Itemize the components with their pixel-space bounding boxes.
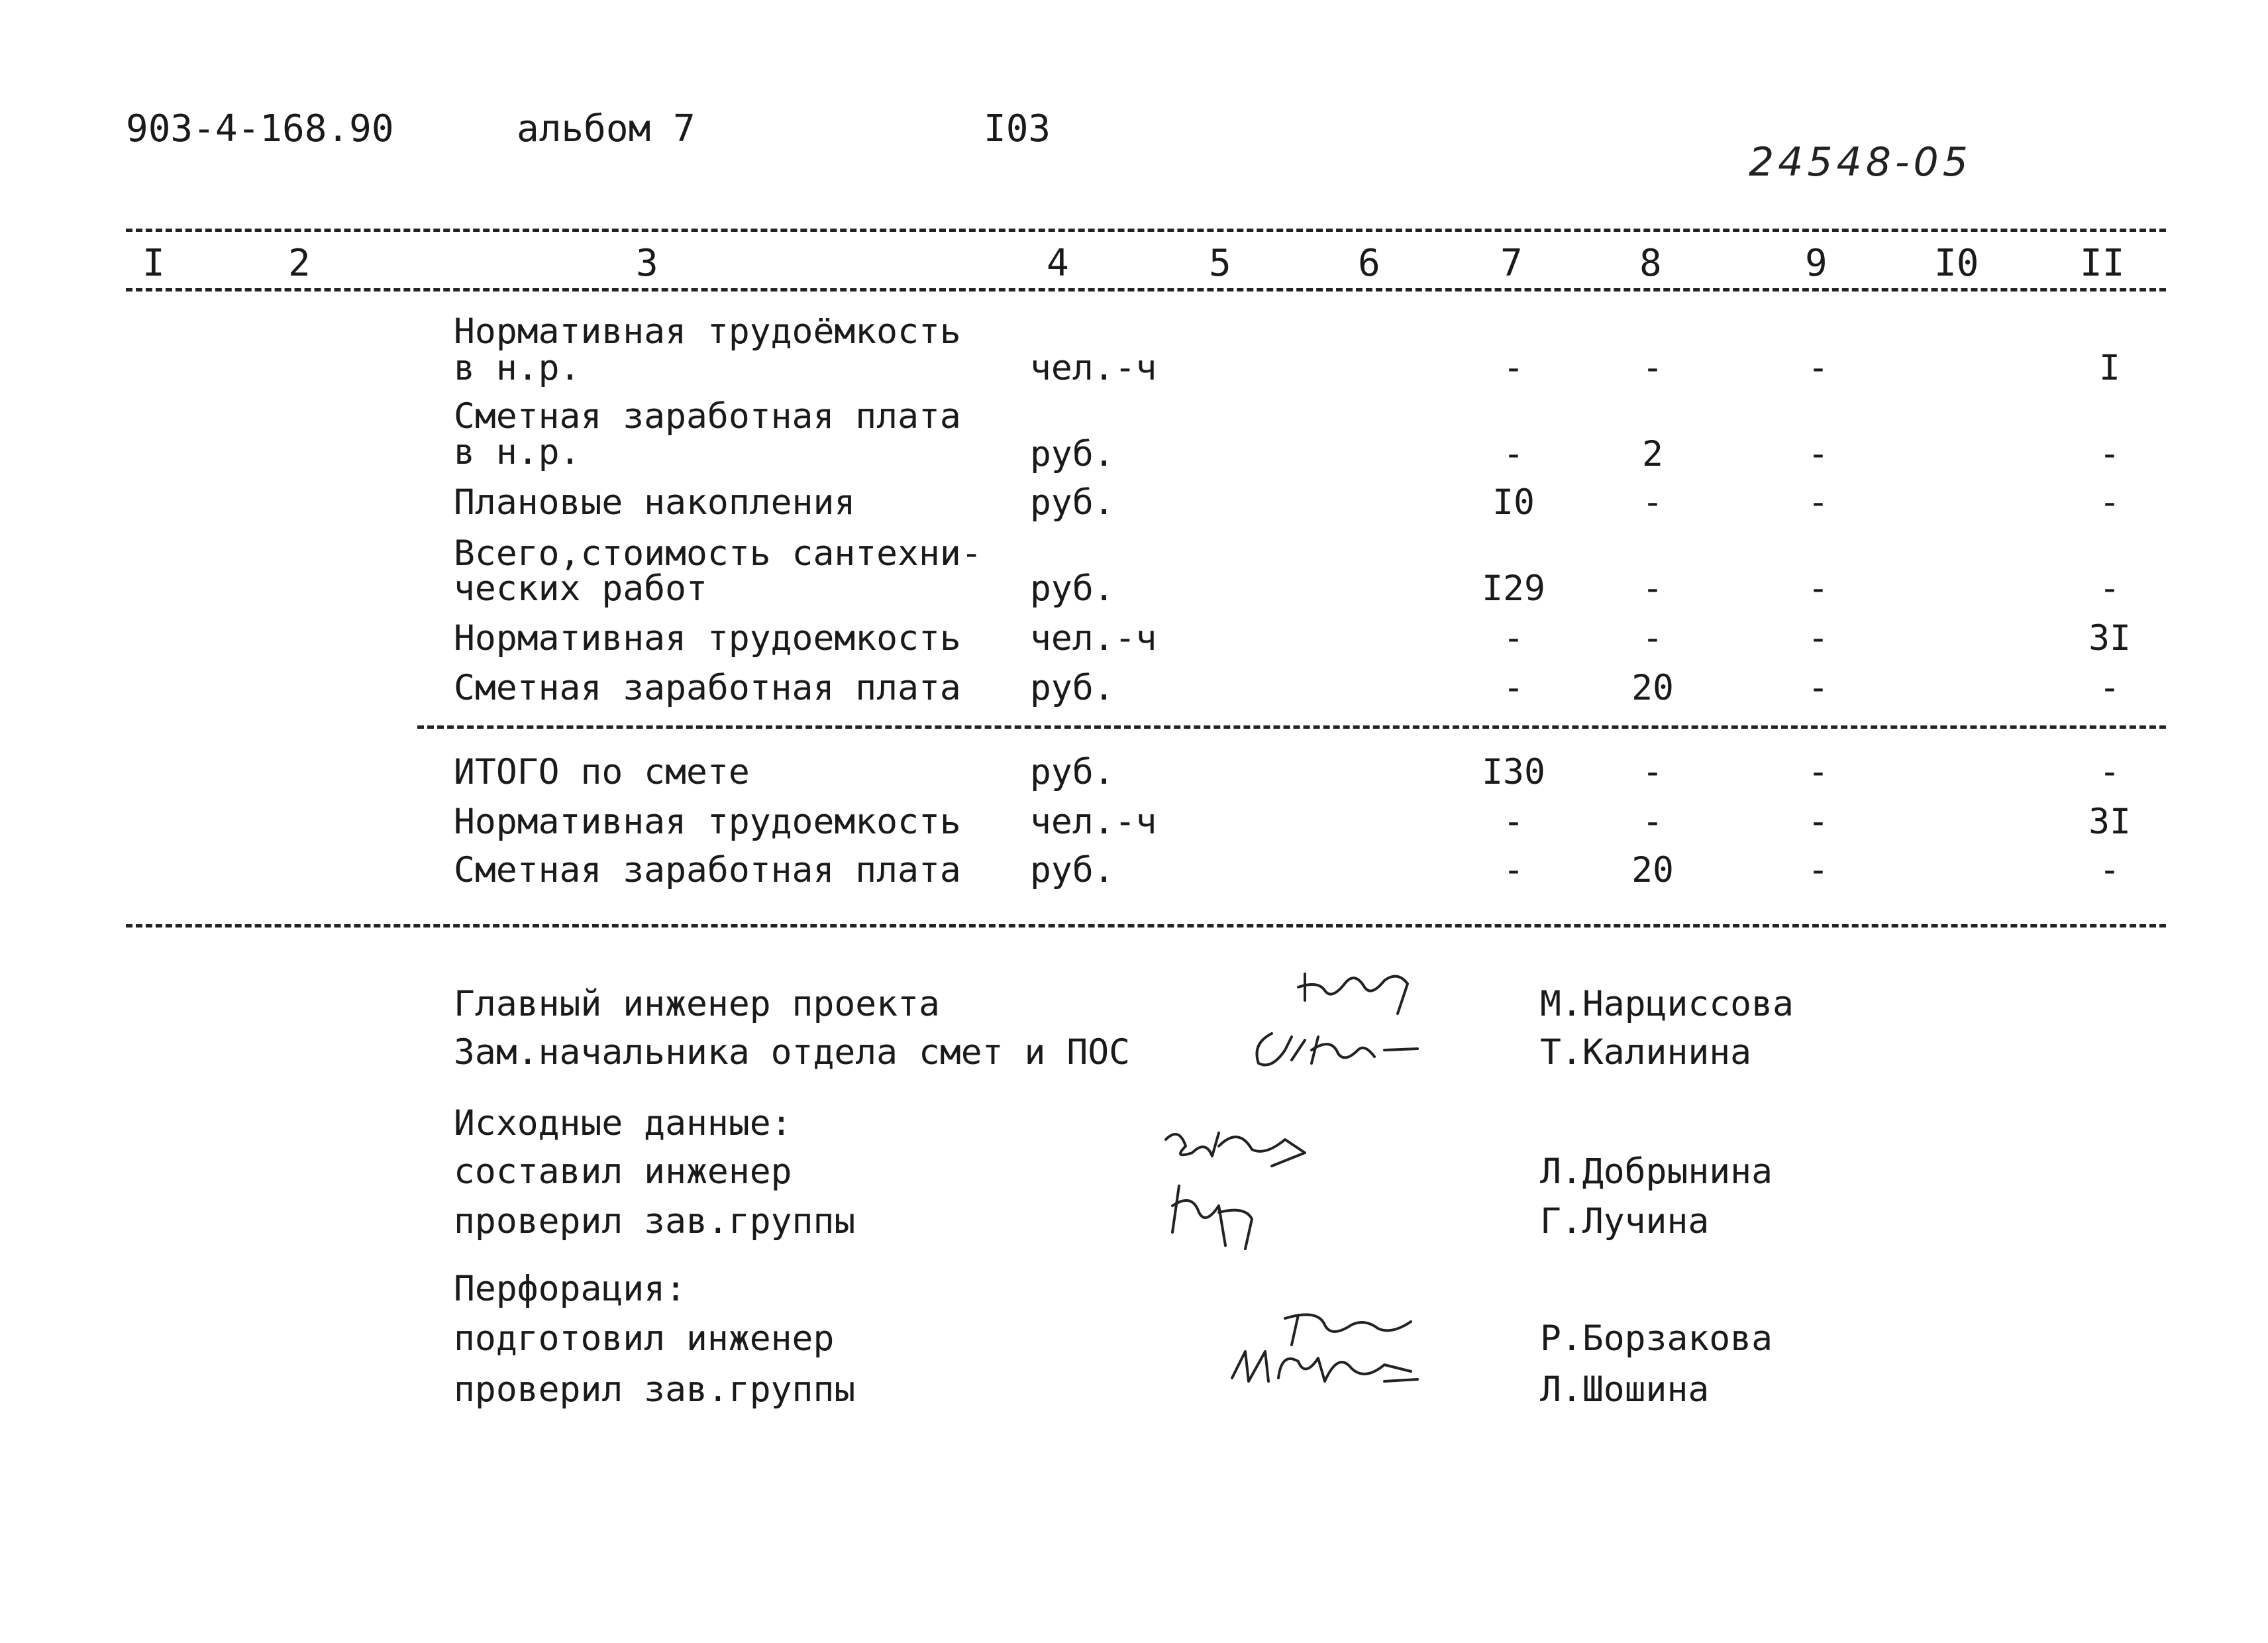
row-col7: I0 — [1492, 482, 1535, 523]
row-col7: - — [1503, 434, 1524, 474]
row-col9: - — [1808, 618, 1829, 659]
total-unit: чел.-ч — [1030, 802, 1157, 842]
row-label: Нормативная трудоёмкость — [454, 311, 961, 352]
signature-perforation — [1219, 1305, 1431, 1404]
col-number-8: 8 — [1639, 242, 1662, 285]
row-col9: - — [1808, 348, 1829, 388]
row-unit: руб. — [1030, 568, 1115, 609]
total-col9: - — [1808, 752, 1829, 792]
checked-role: проверил зав.группы — [454, 1369, 856, 1410]
total-col8: - — [1642, 802, 1663, 842]
row-col11: 3I — [2088, 618, 2131, 659]
row-col7: - — [1503, 348, 1524, 388]
signature-deputy-head — [1245, 1024, 1444, 1077]
col-number-4: 4 — [1047, 242, 1069, 285]
row-col11: - — [2099, 434, 2120, 474]
row-col8: - — [1642, 618, 1663, 659]
row-col9: - — [1808, 482, 1829, 523]
total-col11: 3I — [2088, 802, 2131, 842]
total-label: Сметная заработная плата — [454, 850, 961, 890]
row-label: Сметная заработная плата — [454, 668, 961, 708]
prepared-role: подготовил инженер — [454, 1318, 835, 1359]
col-number-5: 5 — [1209, 242, 1231, 285]
row-col11: I — [2099, 348, 2120, 388]
col-number-3: 3 — [636, 242, 658, 285]
col-number-1: I — [142, 242, 165, 285]
total-col8: - — [1642, 752, 1663, 792]
row-unit: чел.-ч — [1030, 618, 1157, 659]
document-code: 903-4-168.90 — [126, 107, 394, 150]
row-label-cont: ческих работ — [454, 568, 707, 609]
deputy-head-name: Т.Калинина — [1540, 1032, 1752, 1073]
row-col7: - — [1503, 618, 1524, 659]
total-col11: - — [2099, 752, 2120, 792]
total-label: ИТОГО по смете — [454, 752, 750, 792]
page-number: I03 — [984, 107, 1051, 150]
row-label: Сметная заработная плата — [454, 396, 961, 437]
col-number-10: I0 — [1934, 242, 1979, 285]
total-unit: руб. — [1030, 850, 1115, 890]
signature-chief-engineer — [1292, 961, 1424, 1020]
row-col8: 2 — [1642, 434, 1663, 474]
row-label: Нормативная трудоемкость — [454, 618, 961, 659]
checked-name: Г.Лучина — [1540, 1201, 1710, 1242]
row-col8: - — [1642, 348, 1663, 388]
row-col8: - — [1642, 482, 1663, 523]
row-unit: руб. — [1030, 668, 1115, 708]
checked-role: проверил зав.группы — [454, 1201, 856, 1242]
total-col9: - — [1808, 850, 1829, 890]
col-number-6: 6 — [1358, 242, 1380, 285]
header-rule-top — [126, 229, 2166, 232]
prepared-name: Р.Борзакова — [1540, 1318, 1773, 1359]
chief-engineer-role: Главный инженер проекта — [454, 984, 940, 1024]
compiled-role: составил инженер — [454, 1151, 792, 1192]
row-col11: - — [2099, 482, 2120, 523]
col-number-7: 7 — [1500, 242, 1523, 285]
total-col7: - — [1503, 802, 1524, 842]
total-col7: - — [1503, 850, 1524, 890]
album-label: альбом 7 — [517, 107, 696, 150]
checked-name: Л.Шошина — [1540, 1369, 1710, 1410]
chief-engineer-name: М.Нарциссова — [1540, 984, 1794, 1024]
row-label: Плановые накопления — [454, 482, 856, 523]
row-col9: - — [1808, 668, 1829, 708]
total-unit: руб. — [1030, 752, 1115, 792]
row-col9: - — [1808, 434, 1829, 474]
compiled-name: Л.Добрынина — [1540, 1151, 1773, 1192]
signature-compiler — [1153, 1120, 1325, 1272]
deputy-head-role: Зам.начальника отдела смет и ПОС — [454, 1032, 1131, 1073]
total-col9: - — [1808, 802, 1829, 842]
row-col7: - — [1503, 668, 1524, 708]
total-col7: I30 — [1482, 752, 1545, 792]
col-number-11: II — [2080, 242, 2125, 285]
col-number-2: 2 — [288, 242, 311, 285]
perforation-heading: Перфорация: — [454, 1269, 686, 1309]
row-col8: - — [1642, 568, 1663, 609]
row-col9: - — [1808, 568, 1829, 609]
row-label: Всего,стоимость сантехни- — [454, 533, 982, 574]
total-label: Нормативная трудоемкость — [454, 802, 961, 842]
row-label-cont: в н.р. — [454, 348, 581, 388]
row-col11: - — [2099, 668, 2120, 708]
source-data-heading: Исходные данные: — [454, 1103, 792, 1143]
subtotal-rule — [417, 725, 2166, 729]
total-col11: - — [2099, 850, 2120, 890]
total-col8: 20 — [1631, 850, 1674, 890]
row-unit: чел.-ч — [1030, 348, 1157, 388]
table-bottom-rule — [126, 924, 2166, 928]
header-rule-bottom — [126, 288, 2166, 292]
row-unit: руб. — [1030, 482, 1115, 523]
row-col8: 20 — [1631, 668, 1674, 708]
col-number-9: 9 — [1805, 242, 1828, 285]
stamp-number: 24548-05 — [1749, 139, 1972, 186]
row-unit: руб. — [1030, 434, 1115, 474]
row-col7: I29 — [1482, 568, 1545, 609]
row-col11: - — [2099, 568, 2120, 609]
row-label-cont: в н.р. — [454, 432, 581, 472]
